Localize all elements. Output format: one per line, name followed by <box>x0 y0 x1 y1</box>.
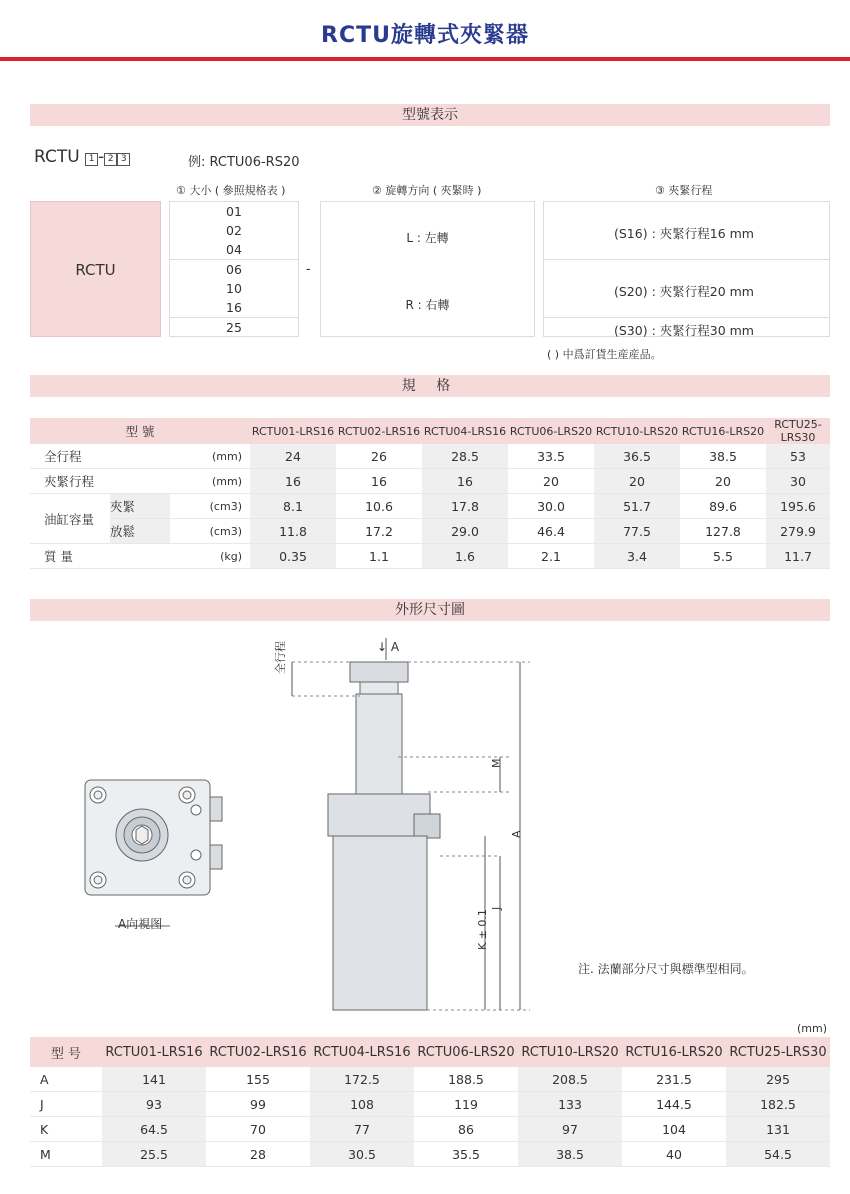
dim-header-label: 型 号 <box>30 1037 102 1067</box>
size-item: 16 <box>226 300 242 315</box>
section-dim-header: 外形尺寸圖 <box>30 599 830 621</box>
spec-table <box>30 418 830 569</box>
spec-value: 3.4 <box>594 544 680 569</box>
spec-model: RCTU04-LRS16 <box>422 418 508 444</box>
spec-value: 38.5 <box>680 444 766 469</box>
spec-value: 17.2 <box>336 519 422 544</box>
spec-value: 77.5 <box>594 519 680 544</box>
spec-row-label: 夾緊行程 <box>30 469 170 494</box>
section-model-header: 型號表示 <box>30 104 830 126</box>
dim-a-label: A <box>510 830 523 838</box>
size-divider <box>169 317 299 318</box>
dim-row <box>30 1117 830 1142</box>
spec-row-sublabel: 夾緊 <box>110 494 170 519</box>
a-view-plate <box>85 780 222 895</box>
dim-row <box>30 1092 830 1117</box>
header-stroke: ③ 夾緊行程 <box>655 184 713 197</box>
dim-value: 182.5 <box>726 1092 830 1117</box>
dim-value: 30.5 <box>310 1142 414 1167</box>
spec-row <box>30 469 830 494</box>
dim-value: 54.5 <box>726 1142 830 1167</box>
dim-row <box>30 1142 830 1167</box>
drawing-note: 注. 法蘭部分尺寸與標準型相同。 <box>578 962 754 976</box>
spec-value: 46.4 <box>508 519 594 544</box>
model-dash: - <box>98 147 105 167</box>
spec-row <box>30 544 830 569</box>
full-stroke-label: 全行程 <box>274 641 287 674</box>
dim-value: 77 <box>310 1117 414 1142</box>
box-2: 2 <box>104 153 117 166</box>
spec-value: 279.9 <box>766 519 830 544</box>
spec-value: 10.6 <box>336 494 422 519</box>
series-cell: RCTU <box>30 201 161 337</box>
spec-value: 5.5 <box>680 544 766 569</box>
spec-row-sublabel: 放鬆 <box>110 519 170 544</box>
dim-value: 155 <box>206 1067 310 1092</box>
spec-value: 1.6 <box>422 544 508 569</box>
size-item: 25 <box>226 320 242 335</box>
spec-value: 0.35 <box>250 544 336 569</box>
spec-header-label: 型 號 <box>30 418 250 444</box>
box-3: 3 <box>117 153 130 166</box>
stroke-divider <box>543 317 830 318</box>
spec-value: 30.0 <box>508 494 594 519</box>
box-1: 1 <box>85 153 98 166</box>
spec-model: RCTU25-LRS30 <box>766 418 830 444</box>
dim-j-label: J <box>490 906 503 910</box>
dim-model: RCTU10-LRS20 <box>518 1037 622 1067</box>
dim-value: 131 <box>726 1117 830 1142</box>
spec-value: 1.1 <box>336 544 422 569</box>
spec-row-label: 全行程 <box>30 444 170 469</box>
size-item: 04 <box>226 242 242 257</box>
stroke-divider <box>543 259 830 260</box>
title-rule <box>0 57 850 61</box>
spec-model: RCTU10-LRS20 <box>594 418 680 444</box>
dim-model: RCTU04-LRS16 <box>310 1037 414 1067</box>
spec-value: 20 <box>594 469 680 494</box>
size-item: 01 <box>226 204 242 219</box>
spec-value: 20 <box>508 469 594 494</box>
dim-model: RCTU02-LRS16 <box>206 1037 310 1067</box>
stroke-item: (S30) : 夾緊行程30 mm <box>614 323 754 338</box>
dim-model: RCTU25-LRS30 <box>726 1037 830 1067</box>
page-title: RCTU旋轉式夾緊器 <box>321 23 529 48</box>
dim-value: 295 <box>726 1067 830 1092</box>
dim-value: 97 <box>518 1117 622 1142</box>
spec-value: 51.7 <box>594 494 680 519</box>
order-note: ( ) 中爲訂貨生産産品。 <box>547 348 662 361</box>
model-example: 例: RCTU06-RS20 <box>188 155 300 170</box>
dim-row <box>30 1067 830 1092</box>
spec-value: 53 <box>766 444 830 469</box>
dim-value: 38.5 <box>518 1142 622 1167</box>
spec-value: 195.6 <box>766 494 830 519</box>
stroke-item: (S16) : 夾緊行程16 mm <box>614 226 754 241</box>
header-size: ① 大小 ( 參照規格表 ) <box>176 184 286 197</box>
spec-value: 8.1 <box>250 494 336 519</box>
dim-value: 70 <box>206 1117 310 1142</box>
dim-value: 40 <box>622 1142 726 1167</box>
spec-value: 29.0 <box>422 519 508 544</box>
dim-value: 104 <box>622 1117 726 1142</box>
dim-value: 93 <box>102 1092 206 1117</box>
spec-value: 11.7 <box>766 544 830 569</box>
dim-row-label: J <box>30 1092 102 1117</box>
spec-row-unit: (kg) <box>170 544 250 569</box>
spec-row-label: 油缸容量 <box>30 494 110 544</box>
spec-row-label: 質 量 <box>30 544 170 569</box>
spec-model: RCTU02-LRS16 <box>336 418 422 444</box>
spec-row-unit: (cm3) <box>170 494 250 519</box>
spec-model: RCTU06-LRS20 <box>508 418 594 444</box>
dim-value: 144.5 <box>622 1092 726 1117</box>
spec-value: 28.5 <box>422 444 508 469</box>
spec-value: 127.8 <box>680 519 766 544</box>
dim-value: 35.5 <box>414 1142 518 1167</box>
dim-value: 188.5 <box>414 1067 518 1092</box>
dimension-table <box>30 1037 830 1167</box>
spec-value: 16 <box>250 469 336 494</box>
dim-row-label: K <box>30 1117 102 1142</box>
dim-value: 64.5 <box>102 1117 206 1142</box>
dim-unit: (mm) <box>797 1022 828 1035</box>
dim-model: RCTU01-LRS16 <box>102 1037 206 1067</box>
a-view-label: A向視图 <box>118 917 163 931</box>
dim-value: 25.5 <box>102 1142 206 1167</box>
model-code <box>34 147 130 167</box>
spec-row-unit: (mm) <box>170 444 250 469</box>
dim-value: 208.5 <box>518 1067 622 1092</box>
dim-value: 133 <box>518 1092 622 1117</box>
dim-row-label: A <box>30 1067 102 1092</box>
section-spec-header: 規 格 <box>30 375 830 397</box>
spec-value: 24 <box>250 444 336 469</box>
spec-model: RCTU01-LRS16 <box>250 418 336 444</box>
header-direction: ② 旋轉方向 ( 夾緊時 ) <box>372 184 482 197</box>
size-divider <box>169 259 299 260</box>
dim-model: RCTU06-LRS20 <box>414 1037 518 1067</box>
dim-value: 141 <box>102 1067 206 1092</box>
spec-value: 16 <box>422 469 508 494</box>
dim-value: 172.5 <box>310 1067 414 1092</box>
size-item: 10 <box>226 281 242 296</box>
direction-left: L : 左轉 <box>406 231 449 245</box>
direction-column <box>320 201 535 337</box>
spec-value: 30 <box>766 469 830 494</box>
spec-row <box>30 519 830 544</box>
spec-row <box>30 494 830 519</box>
spec-row <box>30 444 830 469</box>
spec-row-unit: (cm3) <box>170 519 250 544</box>
direction-right: R : 右轉 <box>405 298 450 312</box>
dim-value: 231.5 <box>622 1067 726 1092</box>
dim-k-label: K ± 0.1 <box>476 909 489 950</box>
spec-value: 16 <box>336 469 422 494</box>
dim-value: 28 <box>206 1142 310 1167</box>
size-item: 06 <box>226 262 242 277</box>
stroke-item: (S20) : 夾緊行程20 mm <box>614 284 754 299</box>
model-prefix: RCTU <box>34 147 80 167</box>
spec-value: 89.6 <box>680 494 766 519</box>
dim-value: 119 <box>414 1092 518 1117</box>
spec-row-unit: (mm) <box>170 469 250 494</box>
spec-value: 11.8 <box>250 519 336 544</box>
spec-model: RCTU16-LRS20 <box>680 418 766 444</box>
dim-m-label: M <box>490 758 503 768</box>
spec-value: 33.5 <box>508 444 594 469</box>
spec-value: 17.8 <box>422 494 508 519</box>
dim-value: 108 <box>310 1092 414 1117</box>
spec-value: 2.1 <box>508 544 594 569</box>
dim-row-label: M <box>30 1142 102 1167</box>
spec-value: 20 <box>680 469 766 494</box>
size-item: 02 <box>226 223 242 238</box>
spec-value: 36.5 <box>594 444 680 469</box>
arrow-a-label: ↓ A <box>377 640 400 654</box>
dim-model: RCTU16-LRS20 <box>622 1037 726 1067</box>
spec-value: 26 <box>336 444 422 469</box>
side-view-body <box>328 662 440 1010</box>
dash-separator: - <box>306 262 311 277</box>
dim-value: 99 <box>206 1092 310 1117</box>
dim-value: 86 <box>414 1117 518 1142</box>
